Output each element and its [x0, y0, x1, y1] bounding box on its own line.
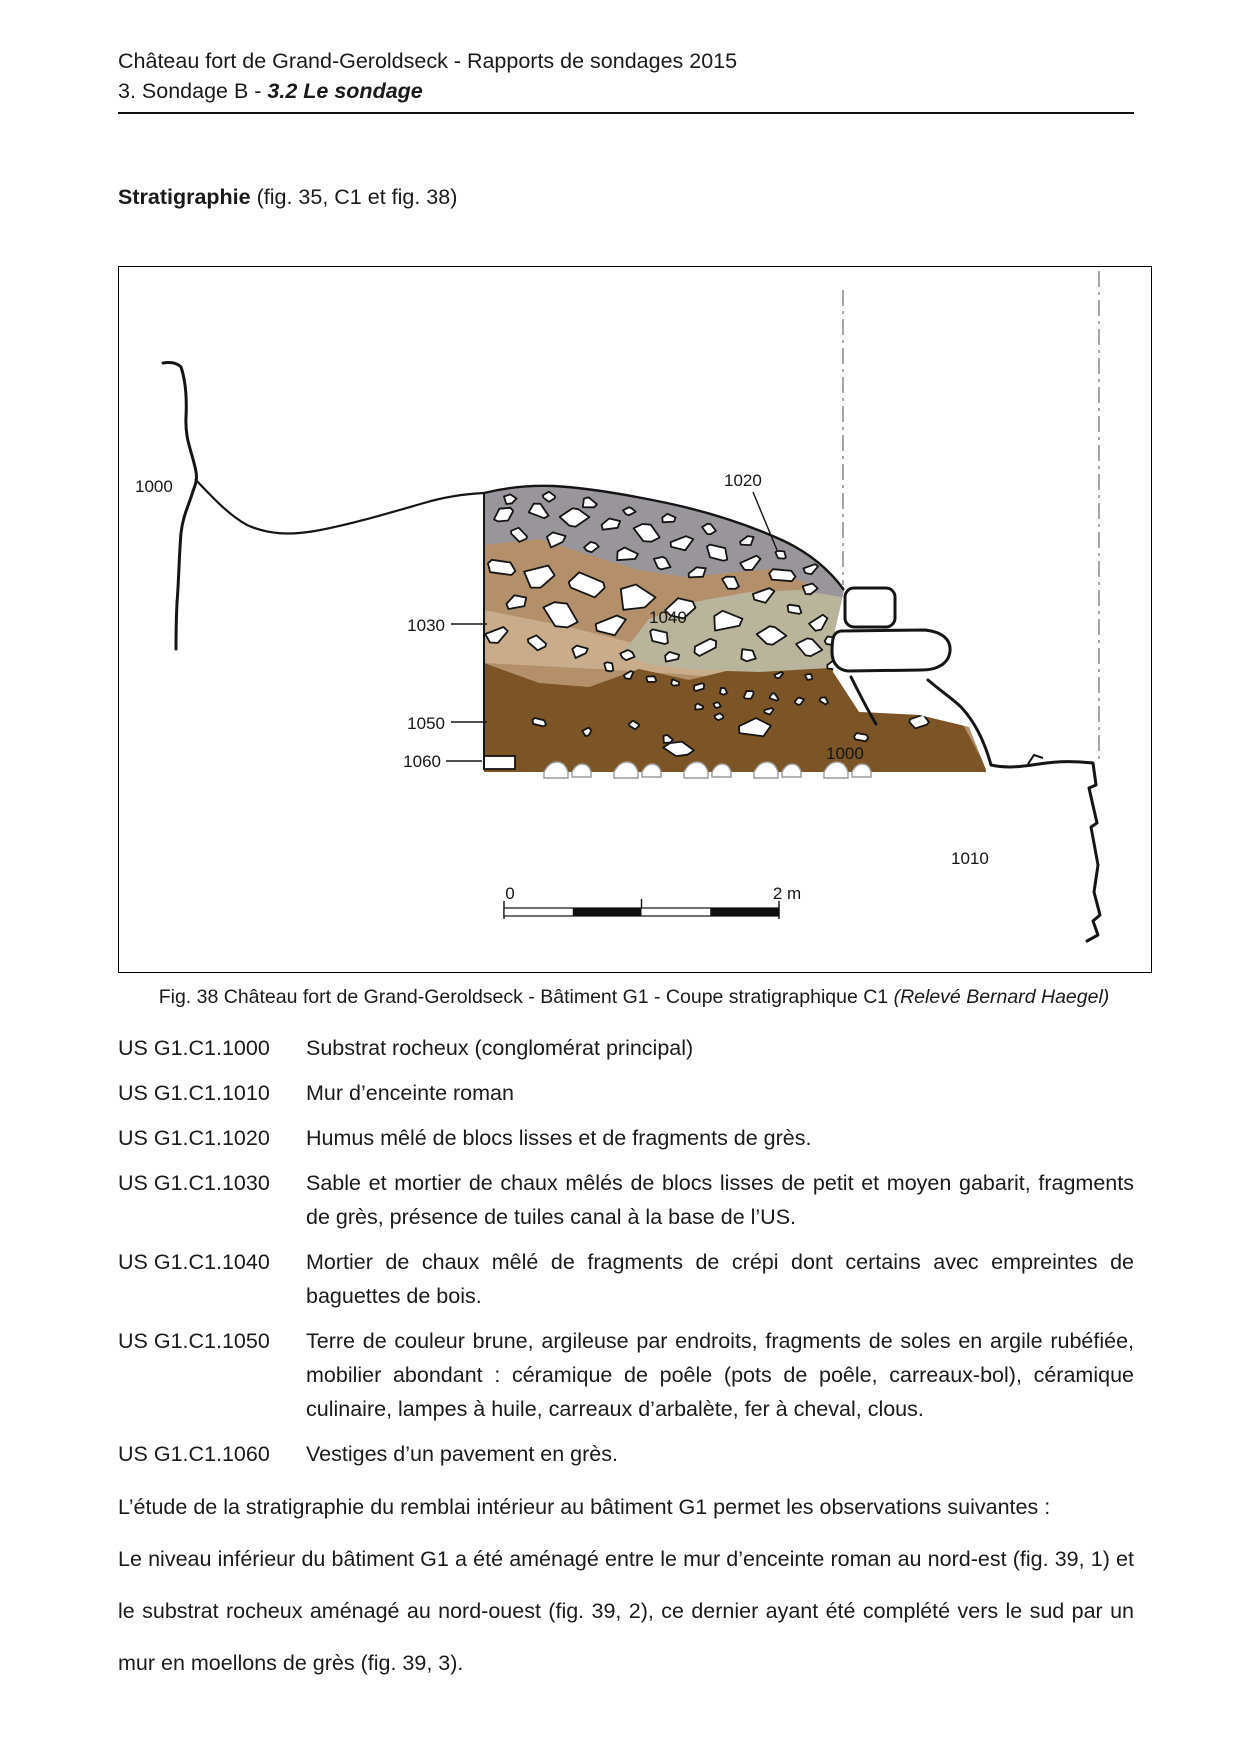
label-substrat-left: 1000: [135, 477, 173, 496]
paragraph: L’étude de la stratigraphie du remblai intérieur au bâtiment G1 permet les observations suivantes :: [118, 1495, 1051, 1519]
label-mur-enceinte: 1010: [951, 849, 989, 868]
figure-38-frame: [118, 266, 1152, 973]
section-heading-rest: (fig. 35, C1 et fig. 38): [250, 185, 458, 209]
report-subtitle: [118, 76, 1134, 106]
us-description: Vestiges d’un pavement en grès.: [306, 1442, 618, 1466]
scale-bar-segment: [573, 908, 642, 916]
scale-max-label: 2 m: [772, 884, 802, 903]
scale-bar-segment: [710, 908, 779, 916]
us-description: Mortier de chaux mêlé de fragments de crépi dont certains avec empreintes de baguettes de bois.: [306, 1250, 1134, 1308]
us-code: US G1.C1.1050: [118, 1329, 270, 1353]
us-description: Sable et mortier de chaux mêlés de blocs lisses de petit et moyen gabarit, fragments de grès, présence de tuiles canal à la base de l’US.: [306, 1171, 1134, 1229]
us-code: US G1.C1.1010: [118, 1081, 270, 1105]
subtitle-section: 3.2 Le sondage: [267, 79, 423, 103]
us-code: US G1.C1.1030: [118, 1171, 270, 1195]
us-code: US G1.C1.1020: [118, 1126, 270, 1150]
us-code: US G1.C1.1060: [118, 1442, 270, 1466]
us-description: Mur d’enceinte roman: [306, 1081, 514, 1105]
paragraph: Le niveau inférieur du bâtiment G1 a été aménagé entre le mur d’enceinte roman au nord-est (fig. 39, 1) et le substrat rocheux aménagé au nord-ouest (fig. 39, 2), ce dernier ayant été complété vers le sud par un mur en moellons de grès (fig. 39, 3).: [118, 1547, 1134, 1675]
body-text: [118, 1481, 1134, 1689]
page-header: [118, 46, 1134, 114]
figure-caption: [118, 986, 1150, 1009]
plumb-lines: [843, 271, 1099, 763]
label-humus: 1020: [724, 471, 762, 490]
section-heading-bold: Stratigraphie: [118, 185, 251, 209]
us-list: [118, 1031, 1134, 1471]
us-code: US G1.C1.1000: [118, 1036, 270, 1060]
label-terre: 1050: [407, 714, 445, 733]
us-description: Terre de couleur brune, argileuse par endroits, fragments de soles en argile rubéfiée, mobilier abondant : céramique de poêle (pots de poêle, carreaux-bol), céramique culinaire, lampes à huile, carreaux d’arbalète, fer à cheval, clous.: [306, 1329, 1134, 1421]
caption-text: Fig. 38 Château fort de Grand-Geroldseck - Bâtiment G1 - Coupe stratigraphique C1: [158, 986, 894, 1008]
label-pavement: 1060: [403, 752, 441, 771]
subtitle-prefix: 3. Sondage B -: [118, 79, 268, 103]
report-title: Château fort de Grand-Geroldseck - Rapports de sondages 2015: [118, 49, 738, 73]
us-code: US G1.C1.1040: [118, 1250, 270, 1274]
label-sable: 1030: [407, 616, 445, 635]
caption-credit: (Relevé Bernard Haegel): [893, 986, 1110, 1008]
us-description: Humus mêlé de blocs lisses et de fragments de grès.: [306, 1126, 812, 1150]
scale-zero-label: 0: [505, 884, 515, 903]
scale-bar: [504, 884, 801, 919]
us-description: Substrat rocheux (conglomérat principal): [306, 1036, 694, 1060]
label-substrat-right: 1000: [826, 744, 864, 763]
stratigraphic-section-drawing: [119, 267, 1151, 972]
label-mortier: 1040: [649, 608, 687, 627]
section-heading: [118, 185, 1134, 210]
